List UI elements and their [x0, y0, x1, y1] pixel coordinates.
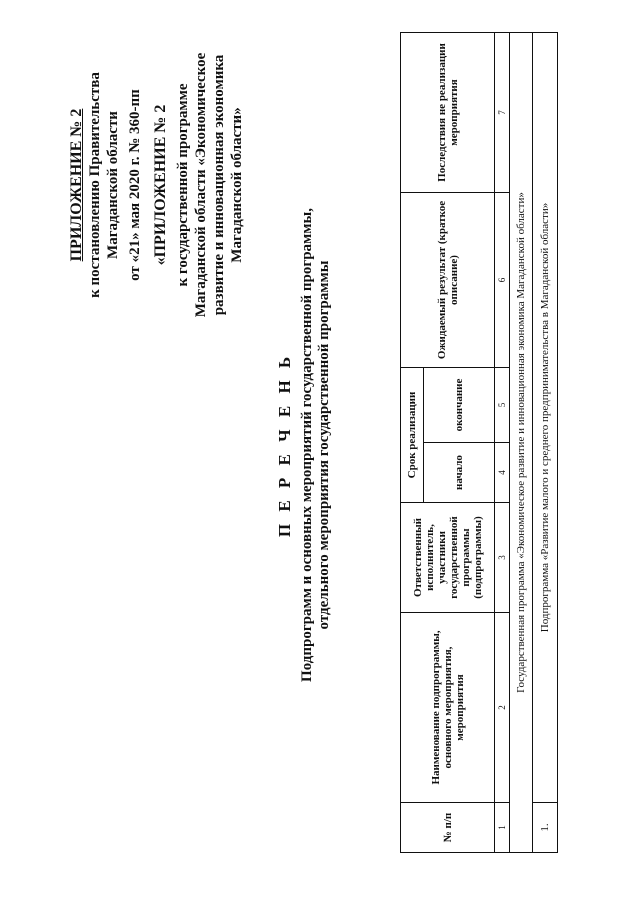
header-num: № п/п [401, 803, 495, 853]
header-period: Срок реализации [401, 367, 424, 502]
col-number: 3 [495, 503, 510, 613]
col-number: 5 [495, 367, 510, 442]
appendix-header [68, 25, 246, 345]
header-executor: Ответственный исполнитель, участники государственной программы (подпрограммы) [401, 503, 495, 613]
program-row: Государственная программа «Экономическое развитие и инновационная экономика Магаданской области» [510, 32, 533, 852]
table-row [510, 32, 533, 852]
col-number: 2 [495, 613, 510, 803]
col-number: 6 [495, 192, 510, 367]
col-number: 4 [495, 443, 510, 503]
header-result: Ожидаемый результат (краткое описание) [401, 192, 495, 367]
table-row [533, 32, 558, 852]
header-start: начало [424, 443, 495, 503]
appendix-line: развитие и инновационная экономика [211, 54, 227, 316]
appendix-title: ПРИЛОЖЕНИЕ № 2 [68, 108, 85, 262]
appendix-line: от «21» мая 2020 г. № 360-пп [127, 89, 143, 281]
row-number: 1. [533, 803, 558, 853]
appendix-line: Магаданской области» [229, 107, 245, 263]
document-title [275, 135, 333, 755]
col-number: 7 [495, 32, 510, 192]
title-heading: П Е Р Е Ч Е Н Ь [275, 352, 294, 538]
appendix-line: Магаданской области «Экономическое [193, 52, 209, 318]
title-subtitle: Подпрограмм и основных мероприятий государственной программы, [299, 208, 315, 682]
header-end: окончание [424, 367, 495, 442]
table-header-row [401, 32, 424, 852]
subprogram-row: Подпрограмма «Развитие малого и среднего предпринимательства в Магаданской области» [533, 32, 558, 802]
appendix-line: к постановлению Правительства [87, 72, 103, 298]
header-consequences: Последствия не реализации мероприятия [401, 32, 495, 192]
title-subtitle: отдельного мероприятия государственной программы [316, 260, 332, 630]
appendix-line: Магаданской области [105, 111, 121, 259]
measures-table [400, 32, 558, 853]
table-number-row [495, 32, 510, 852]
header-name: Наименование подпрограммы, основного мероприятия, мероприятия [401, 613, 495, 803]
col-number: 1 [495, 803, 510, 853]
appendix-title-2: «ПРИЛОЖЕНИЕ № 2 [152, 104, 169, 266]
appendix-line: к государственной программе [175, 83, 191, 287]
